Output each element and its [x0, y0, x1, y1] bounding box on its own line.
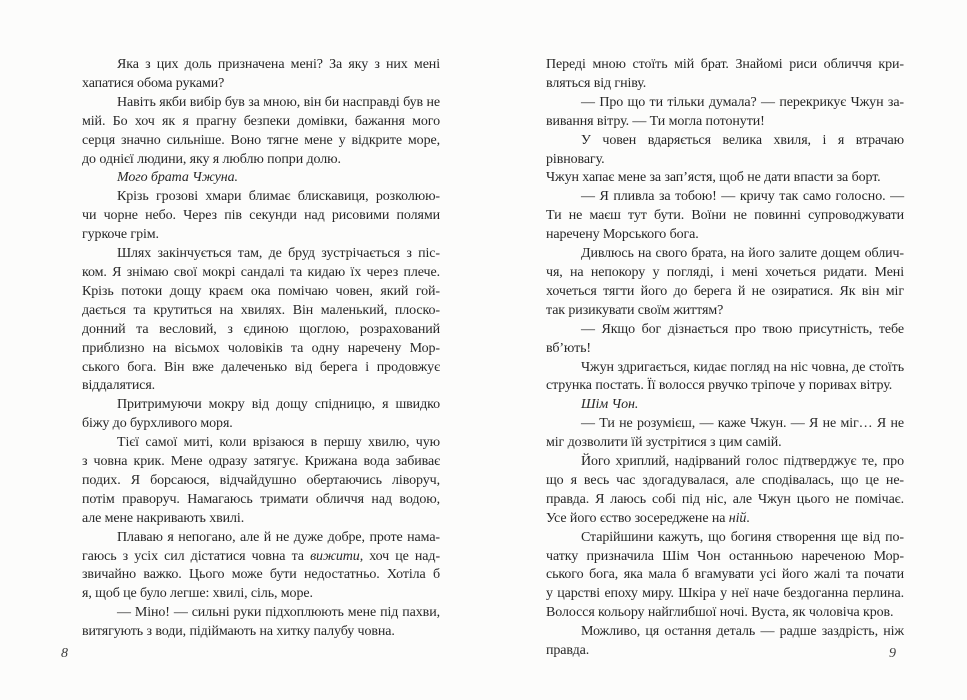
text-line: подих. Я борсаюся, відчайдушно обертаючись ліворуч, — [82, 472, 440, 488]
text-line: Тієї самої миті, коли врізаюся в першу хвилю, чую — [117, 435, 440, 451]
text-line: Дивлюсь на свого брата, на його залите дощем облич- — [581, 246, 904, 262]
text-line: вляться від гніву. — [546, 75, 647, 91]
text-line: вивання вітру. — Ти могла потонути! — [546, 113, 765, 129]
text-line: донний та весловий, з єдиною щоглою, розрахований — [82, 321, 440, 337]
text-line: Шлях закінчується там, де бруд зустрічається з піс- — [117, 246, 440, 262]
text-line: віддалятися. — [82, 378, 156, 394]
text-line: Чжун здригається, кидає погляд на ніс човна, де стоїть — [581, 359, 904, 375]
text-line: гаюсь з усіх сил дістатися човна та вижити, хоч це над- — [82, 548, 441, 564]
text-line: — Якщо бог дізнається про твою присутність, тебе — [581, 321, 904, 337]
text-line: міг дозволити їй зустрітися з цим самій. — [546, 435, 782, 451]
text-line: струнка постать. Її волосся рвучко тріпоче у поривах вітру. — [546, 378, 893, 394]
text-line: Старійшини кажуть, що богиня створення ще від по- — [581, 529, 904, 545]
text-line: чя, на непокору у погляді, і мені хочеться ридати. Мені — [546, 264, 904, 280]
text-line: Яка з цих доль призначена мені? За яку з них мені — [117, 57, 440, 72]
text-line: — Ти не розумієш, — каже Чжун. — Я не міг… Я не — [581, 416, 904, 432]
left-page-text — [82, 56, 440, 642]
text-line: так ризикувати своїм життям? — [546, 302, 724, 318]
text-line: потім праворуч. Намагаюсь тримати обличчя над водою, — [82, 491, 440, 507]
text-line: Крізь грозові хмари блимає блискавиця, розколюю- — [117, 189, 440, 205]
text-line: чатку призначила Шім Чон останньою нареченою Мор- — [546, 548, 904, 564]
text-line: витягують з води, підіймають на хитку палубу човна. — [82, 624, 395, 640]
text-line: ком. Я знімаю свої мокрі сандалі та кидаю їх через плече. — [82, 264, 440, 280]
text-line: до однієї людини, яку я люблю попри долю. — [82, 151, 341, 167]
text-line: наречену Морського бога. — [546, 227, 699, 243]
right-page-text — [546, 56, 904, 661]
text-line: — Про що ти тільки думала? — перекрикує Чжун за- — [581, 94, 904, 110]
text-line: біжу до бурхливого моря. — [82, 416, 233, 432]
text-line: Його хриплий, надірваний голос підтверджує те, про — [581, 454, 904, 470]
text-line: Можливо, ця остання деталь — радше заздрість, ніж — [581, 624, 904, 640]
text-line: мій. Бо хоч як я прагну безпеки домівки, бажання мого — [82, 113, 440, 129]
text-line: Притримуючи мокру від дощу спідницю, я швидко — [117, 397, 440, 413]
text-line: я, щоб це було легше: хвилі, сіль, море. — [82, 586, 313, 602]
text-line: — Я пливла за тобою! — кричу так само голосно. — — [581, 189, 904, 205]
text-line: Мого брата Чжуна. — [117, 170, 238, 186]
text-line: звичайно важко. Цього може бути недостатньо. Хотіла б — [82, 567, 440, 583]
text-line: гуркоче грім. — [82, 227, 159, 243]
text-line: серця значно сильніше. Воно тягне мене у відкрите море, — [82, 132, 440, 148]
text-line: дається та крутиться на хвилях. Він маленький, плоско- — [82, 302, 440, 318]
text-line: Плаваю я непогано, але й не дуже добре, проте нама- — [117, 529, 440, 545]
text-line: — Міно! — сильні руки підхоплюють мене під пахви, — [117, 605, 440, 621]
text-line: що я весь час здогадувалася, але сподівалась, що це не- — [546, 472, 904, 488]
text-line: правда. — [546, 643, 590, 659]
text-line: хочеться тягти його до берега й не озиратися. Як він міг — [546, 283, 904, 299]
text-line: Переді мною стоїть мій брат. Знайомі риси обличчя кри- — [546, 57, 904, 72]
text-line: ського бога. Він вже далеченько від берега і продовжує — [82, 359, 440, 375]
text-line: Чжун хапає мене за зап’ястя, щоб не дати впасти за борт. — [546, 170, 881, 186]
text-line: Шім Чон. — [581, 397, 639, 413]
text-line: У човен вдаряється велика хвиля, і я втрачаю рівновагу. — [546, 132, 904, 167]
left-page-number: 8 — [61, 646, 68, 661]
text-line: правда. Я лаюсь собі під ніс, але Чжун цього не помічає. — [546, 491, 904, 507]
text-line: Крізь потоки дощу краєм ока помічаю човен, який гой- — [82, 283, 440, 299]
right-page-number: 9 — [889, 646, 896, 661]
text-line: вб’ють! — [546, 340, 591, 356]
text-line: Усе його єство зосереджене на ній. — [546, 510, 750, 526]
text-line: хапатися обома руками? — [82, 75, 225, 91]
text-line: з човна крик. Мене одразу затягує. Крижана вода забиває — [82, 454, 440, 470]
text-line: Навіть якби вибір був за мною, він би насправді був не — [117, 94, 440, 110]
text-line: приблизно на вісьмох чоловіків та одну наречену Мор- — [82, 340, 440, 356]
text-line: Ти не маєш тут бути. Воїни не повинні супроводжувати — [546, 208, 904, 224]
text-line: але мене накривають хвилі. — [82, 510, 245, 526]
text-line: ського бога, яка мала б вгамувати усі його жалі та почати — [546, 567, 904, 583]
text-line: Волосся кольору найглибшої ночі. Вуста, як чоловіча кров. — [546, 605, 894, 621]
text-line: у царстві епоху миру. Шкіра у неї наче бездоганна перлина. — [546, 586, 904, 602]
text-line: чи чорне небо. Через пів секунди над рисовими полями — [82, 208, 440, 224]
